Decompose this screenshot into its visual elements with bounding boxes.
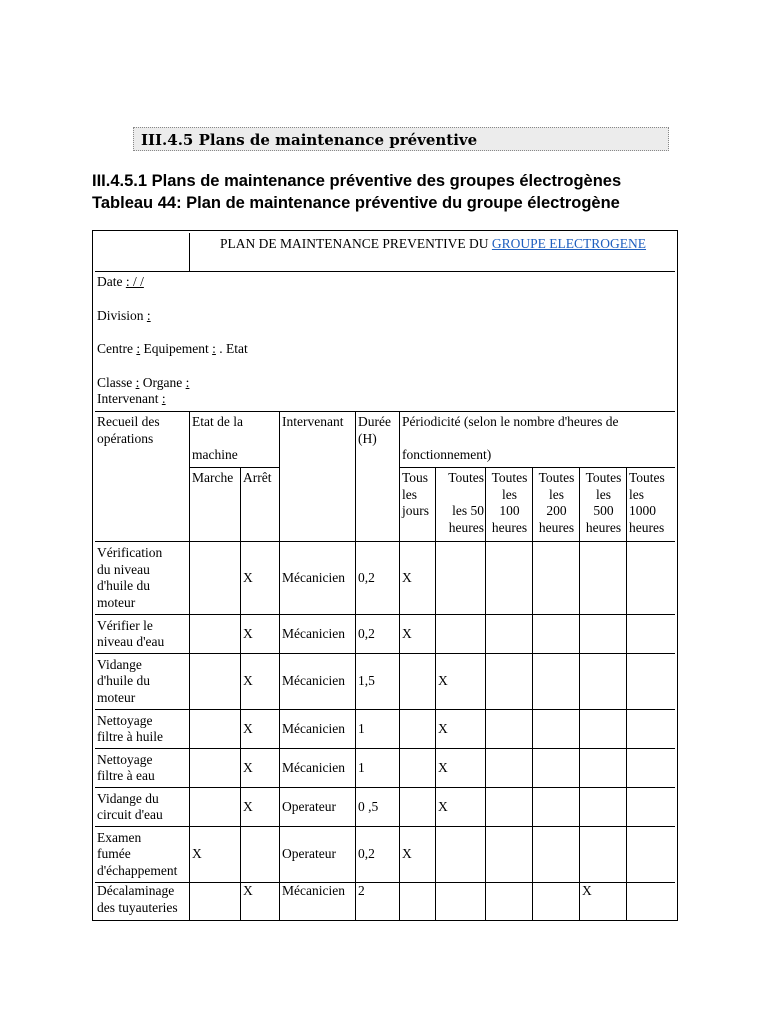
arret-cell: X: [241, 542, 280, 615]
marche-cell: [190, 654, 241, 710]
intervenant-line: Intervenant :: [97, 391, 166, 406]
marche-cell: [190, 542, 241, 615]
intervenant-cell: Operateur: [280, 788, 356, 827]
table-row: [95, 788, 675, 827]
duree-cell: 1,5: [356, 654, 400, 710]
table-row: [95, 883, 675, 921]
division-line: Division :: [97, 307, 151, 323]
period-daily-cell: [400, 654, 436, 710]
table-row: [95, 542, 675, 615]
classe-line: Classe : Organe :: [97, 374, 190, 390]
marche-cell: [190, 615, 241, 654]
header-marche: Marche: [190, 468, 241, 542]
marche-cell: X: [190, 827, 241, 883]
operation-cell: Vérification du niveau d'huile du moteur: [95, 542, 190, 615]
duree-cell: 0,2: [356, 827, 400, 883]
table-row: [95, 749, 675, 788]
plan-info-cell: [95, 272, 675, 412]
period-100h-cell: [486, 883, 533, 921]
period-daily-cell: [400, 749, 436, 788]
period-200h-cell: [533, 788, 580, 827]
table-row: [95, 827, 675, 883]
date-line: Date : / /: [97, 274, 144, 289]
header-period-daily: Tous les jours: [400, 468, 436, 542]
arret-cell: X: [241, 654, 280, 710]
operation-cell: Vérifier le niveau d'eau: [95, 615, 190, 654]
marche-cell: [190, 710, 241, 749]
period-50h-cell: [436, 615, 486, 654]
operation-cell: Décalaminage des tuyauteries: [95, 883, 190, 921]
intervenant-cell: Mécanicien: [280, 883, 356, 921]
header-period-500h: Toutes les 500 heures: [580, 468, 627, 542]
centre-line: Centre : Equipement : . Etat: [97, 341, 248, 356]
header-period-100h: Toutes les 100 heures: [486, 468, 533, 542]
period-1000h-cell: [627, 654, 675, 710]
period-200h-cell: [533, 883, 580, 921]
arret-cell: X: [241, 710, 280, 749]
intervenant-cell: Mécanicien: [280, 710, 356, 749]
period-1000h-cell: [627, 542, 675, 615]
period-500h-cell: [580, 615, 627, 654]
header-period-1000h: Toutes les 1000 heures: [627, 468, 675, 542]
plan-info-row: [95, 272, 675, 412]
period-100h-cell: [486, 710, 533, 749]
table-row: [95, 710, 675, 749]
period-200h-cell: [533, 710, 580, 749]
plan-title-row: [95, 233, 675, 272]
arret-cell: [241, 827, 280, 883]
maintenance-plan-frame: [92, 230, 678, 921]
marche-cell: [190, 883, 241, 921]
period-500h-cell: [580, 710, 627, 749]
operation-cell: Examen fumée d'échappement: [95, 827, 190, 883]
header-period-50h: Toutes les 50 heures: [436, 468, 486, 542]
arret-cell: X: [241, 788, 280, 827]
period-daily-cell: [400, 788, 436, 827]
marche-cell: [190, 788, 241, 827]
intervenant-cell: Mécanicien: [280, 749, 356, 788]
period-200h-cell: [533, 615, 580, 654]
table-row: [95, 654, 675, 710]
period-1000h-cell: [627, 827, 675, 883]
section-heading: III.4.5 Plans de maintenance préventive: [133, 127, 669, 151]
period-500h-cell: [580, 542, 627, 615]
period-1000h-cell: [627, 788, 675, 827]
period-daily-cell: [400, 710, 436, 749]
header-arret: Arrêt: [241, 468, 280, 542]
period-200h-cell: [533, 749, 580, 788]
period-200h-cell: [533, 827, 580, 883]
period-500h-cell: [580, 827, 627, 883]
operation-cell: Nettoyage filtre à eau: [95, 749, 190, 788]
table-caption: Tableau 44: Plan de maintenance préventive du groupe électrogène: [92, 194, 620, 212]
period-100h-cell: [486, 827, 533, 883]
period-1000h-cell: [627, 710, 675, 749]
maintenance-plan-table: [95, 233, 675, 921]
period-100h-cell: [486, 615, 533, 654]
header-duree: Durée (H): [356, 412, 400, 542]
intervenant-cell: Mécanicien: [280, 615, 356, 654]
arret-cell: X: [241, 749, 280, 788]
plan-title-link[interactable]: GROUPE ELECTROGENE: [491, 236, 647, 251]
duree-cell: 0,2: [356, 615, 400, 654]
period-daily-cell: X: [400, 542, 436, 615]
period-100h-cell: [486, 542, 533, 615]
period-50h-cell: X: [436, 654, 486, 710]
period-100h-cell: [486, 788, 533, 827]
header-periodicite: Périodicité (selon le nombre d'heures de fonctionnement): [400, 412, 675, 468]
period-500h-cell: X: [580, 883, 627, 921]
duree-cell: 1: [356, 710, 400, 749]
marche-cell: [190, 749, 241, 788]
period-500h-cell: [580, 654, 627, 710]
operation-cell: Nettoyage filtre à huile: [95, 710, 190, 749]
period-100h-cell: [486, 654, 533, 710]
period-50h-cell: X: [436, 749, 486, 788]
subsection-title: III.4.5.1 Plans de maintenance préventive des groupes électrogènes: [92, 172, 622, 190]
header-recueil: Recueil des opérations: [95, 412, 190, 542]
duree-cell: 0,2: [356, 542, 400, 615]
period-daily-cell: [400, 883, 436, 921]
intervenant-cell: Operateur: [280, 827, 356, 883]
header-row-1: [95, 412, 675, 468]
header-etat: Etat de la machine: [190, 412, 280, 468]
duree-cell: 2: [356, 883, 400, 921]
header-period-200h: Toutes les 200 heures: [533, 468, 580, 542]
plan-title-text: PLAN DE MAINTENANCE PREVENTIVE DU: [220, 236, 489, 251]
period-50h-cell: X: [436, 710, 486, 749]
table-row: [95, 615, 675, 654]
operation-cell: Vidange d'huile du moteur: [95, 654, 190, 710]
period-1000h-cell: [627, 883, 675, 921]
period-500h-cell: [580, 788, 627, 827]
header-intervenant: Intervenant: [280, 412, 356, 542]
period-100h-cell: [486, 749, 533, 788]
operation-cell: Vidange du circuit d'eau: [95, 788, 190, 827]
intervenant-cell: Mécanicien: [280, 542, 356, 615]
period-50h-cell: X: [436, 788, 486, 827]
intervenant-cell: Mécanicien: [280, 654, 356, 710]
period-daily-cell: X: [400, 827, 436, 883]
period-200h-cell: [533, 542, 580, 615]
period-1000h-cell: [627, 749, 675, 788]
period-50h-cell: [436, 827, 486, 883]
period-50h-cell: [436, 542, 486, 615]
title-blank-cell: [95, 233, 190, 272]
period-200h-cell: [533, 654, 580, 710]
arret-cell: X: [241, 883, 280, 921]
period-50h-cell: [436, 883, 486, 921]
period-500h-cell: [580, 749, 627, 788]
plan-title-cell: [190, 233, 675, 272]
period-1000h-cell: [627, 615, 675, 654]
duree-cell: 0 ,5: [356, 788, 400, 827]
arret-cell: X: [241, 615, 280, 654]
duree-cell: 1: [356, 749, 400, 788]
period-daily-cell: X: [400, 615, 436, 654]
